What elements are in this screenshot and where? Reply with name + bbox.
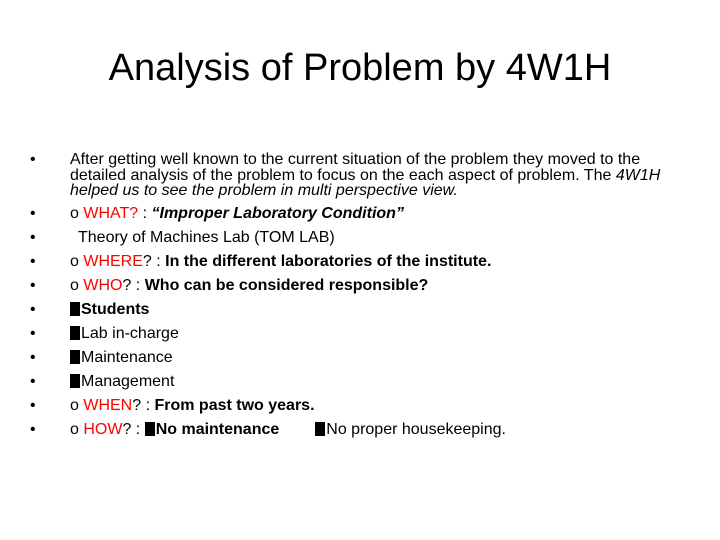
bullet-who-item <box>30 325 696 344</box>
bullet-dot: • <box>30 276 36 294</box>
who-item-students: Students <box>81 300 150 318</box>
missing-glyph-icon <box>70 350 80 364</box>
bullet-dot: • <box>30 396 36 414</box>
how-sep: ? : <box>122 420 145 438</box>
missing-glyph-icon <box>70 374 80 388</box>
what-label: WHAT? <box>83 204 139 222</box>
tom-lab-text: Theory of Machines Lab (TOM LAB) <box>78 228 335 246</box>
who-item-lab-in-charge: Lab in-charge <box>81 324 179 342</box>
who-item-maintenance: Maintenance <box>81 348 173 366</box>
when-answer: From past two years. <box>154 396 315 414</box>
missing-glyph-icon <box>70 326 80 340</box>
where-label: WHERE <box>83 252 143 270</box>
bullet-intro <box>30 152 696 199</box>
bullet-who-item <box>30 373 696 392</box>
where-prefix: o <box>70 252 84 270</box>
bullet-dot: • <box>30 300 36 318</box>
bullet-dot: • <box>30 324 36 342</box>
bullet-dot: • <box>30 420 36 438</box>
missing-glyph-icon <box>315 422 325 436</box>
who-sep: ? : <box>122 276 145 294</box>
what-sep: : <box>138 204 152 222</box>
bullet-when <box>30 397 696 416</box>
who-prefix: o <box>70 276 84 294</box>
intro-text: After getting well known to the current situation of the problem they moved to the detailed analysis of the problem to focus on the each aspect of problem. The <box>70 151 641 184</box>
how-label: HOW <box>83 420 123 438</box>
bullet-who-item <box>30 349 696 368</box>
bullet-list <box>30 152 696 445</box>
when-label: WHEN <box>83 396 133 414</box>
slide-title: Analysis of Problem by 4W1H <box>108 47 612 89</box>
bullet-how <box>30 421 696 440</box>
how-prefix: o <box>70 420 84 438</box>
what-answer: “Improper Laboratory Condition” <box>151 204 404 222</box>
bullet-dot: • <box>30 252 36 270</box>
bullet-who <box>30 277 696 296</box>
who-label: WHO <box>83 276 123 294</box>
how-answer-1: No maintenance <box>155 420 280 438</box>
bullet-dot: • <box>30 204 36 222</box>
who-item-management: Management <box>81 372 175 390</box>
when-prefix: o <box>70 396 84 414</box>
bullet-dot: • <box>30 372 36 390</box>
where-answer: In the different laboratories of the institute. <box>165 252 492 270</box>
bullet-who-item <box>30 301 696 320</box>
missing-glyph-icon <box>70 302 80 316</box>
bullet-what <box>30 205 696 224</box>
how-answer-2: No proper housekeeping. <box>326 420 506 438</box>
bullet-dot: • <box>30 228 36 246</box>
missing-glyph-icon <box>145 422 155 436</box>
bullet-dot: • <box>30 348 36 366</box>
when-sep: ? : <box>132 396 155 414</box>
bullet-dot: • <box>30 151 36 168</box>
bullet-where <box>30 253 696 272</box>
where-sep: ? : <box>142 252 166 270</box>
intro-italic-text: 4W1H helped us to see the problem in multi perspective view. <box>70 166 661 199</box>
bullet-tom-lab <box>30 229 696 248</box>
what-prefix: o <box>70 204 84 222</box>
who-answer: Who can be considered responsible? <box>144 276 429 294</box>
